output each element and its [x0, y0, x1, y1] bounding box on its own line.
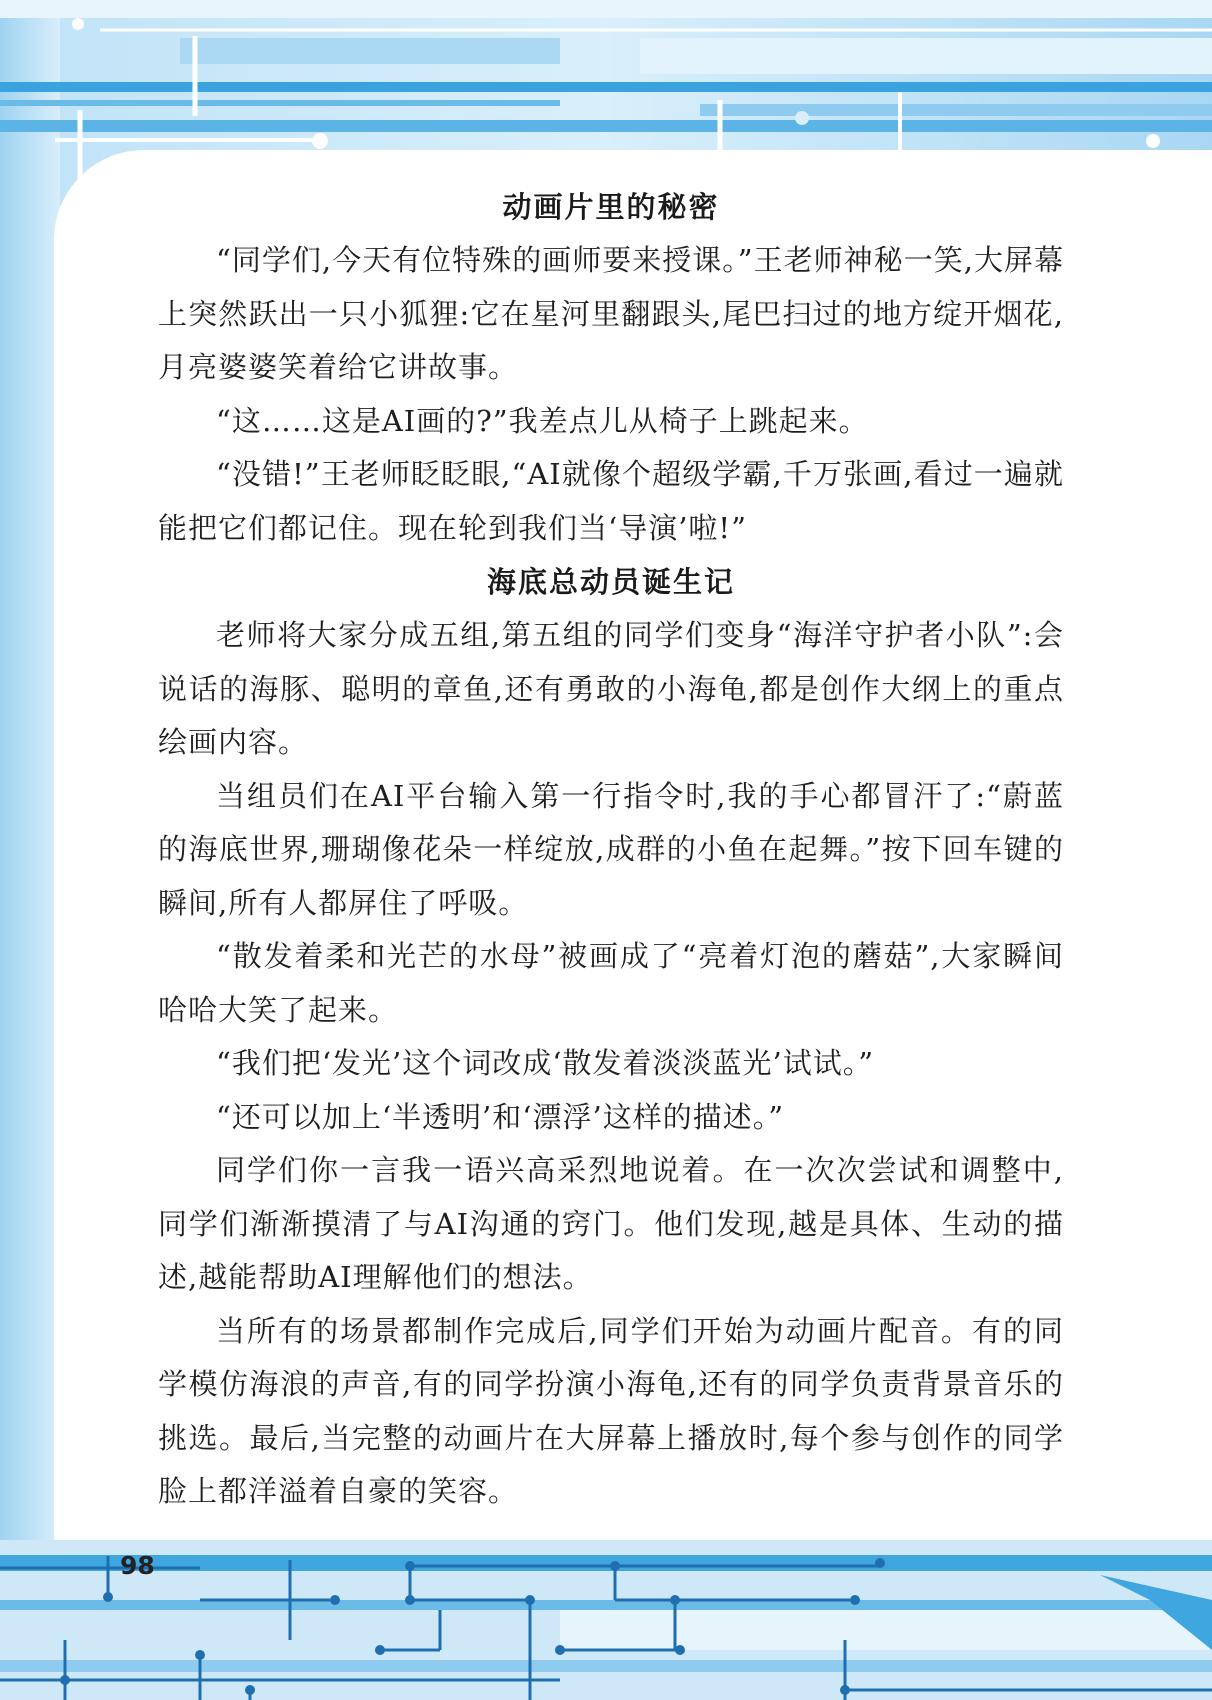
- section-heading: 海底总动员诞生记: [486, 565, 735, 599]
- paragraph: “我们把‘发光’这个词改成‘散发着淡淡蓝光’试试。”: [216, 1046, 875, 1080]
- paragraph: 当组员们在AI平台输入第一行指令时,我的手心都冒汗了:“蔚蓝的海底世界,珊瑚像花朵一样绽放,成群的小鱼在起舞。”按下回车键的瞬间,所有人都屏住了呼吸。: [158, 778, 1064, 920]
- section-heading: 动画片里的秘密: [502, 190, 720, 224]
- page-number: 98: [120, 1551, 155, 1580]
- paragraph: 当所有的场景都制作完成后,同学们开始为动画片配音。有的同学模仿海浪的声音,有的同学扮演小海龟,还有的同学负责背景音乐的挑选。最后,当完整的动画片在大屏幕上播放时,每个参与创作的同学脸上都洋溢着自豪的笑容。: [158, 1313, 1064, 1508]
- article-body: [158, 180, 1064, 1519]
- paragraph: “还可以加上‘半透明’和‘漂浮’这样的描述。”: [216, 1099, 785, 1134]
- paragraph: 同学们你一言我一语兴高采烈地说着。在一次次尝试和调整中,同学们渐渐摸清了与AI沟通的窍门。他们发现,越是具体、生动的描述,越能帮助AI理解他们的想法。: [158, 1153, 1064, 1294]
- paragraph: “没错!”王老师眨眨眼,“AI就像个超级学霸,千万张画,看过一遍就能把它们都记住。现在轮到我们当‘导演’啦!”: [158, 457, 1064, 545]
- paragraph: “同学们,今天有位特殊的画师要来授课。”王老师神秘一笑,大屏幕上突然跃出一只小狐狸:它在星河里翻跟头,尾巴扫过的地方绽开烟花,月亮婆婆笑着给它讲故事。: [158, 243, 1064, 384]
- paragraph: 老师将大家分成五组,第五组的同学们变身“海洋守护者小队”:会说话的海豚、聪明的章鱼,还有勇敢的小海龟,都是创作大纲上的重点绘画内容。: [158, 618, 1064, 759]
- paragraph: “这……这是AI画的?”我差点儿从椅子上跳起来。: [216, 403, 869, 438]
- paragraph: “散发着柔和光芒的水母”被画成了“亮着灯泡的蘑菇”,大家瞬间哈哈大笑了起来。: [158, 939, 1064, 1027]
